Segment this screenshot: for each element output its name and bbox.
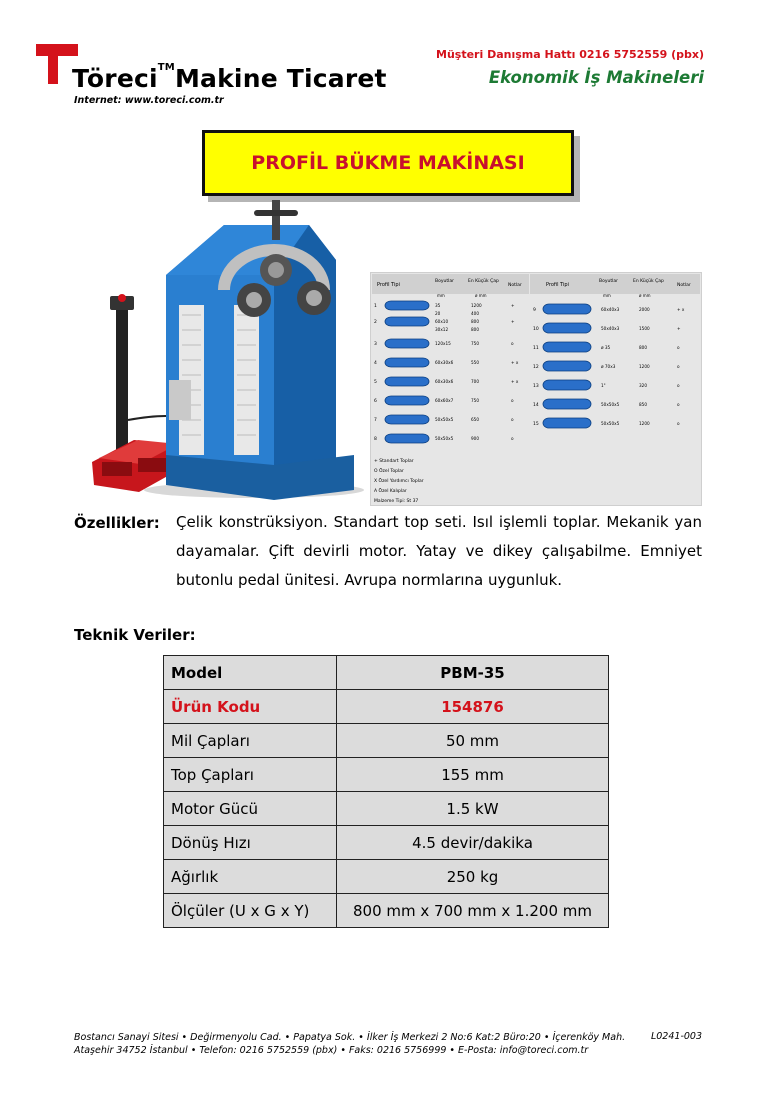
profile-right-row-no: 12 bbox=[533, 365, 539, 370]
profile-left-row-no: 2 bbox=[374, 320, 377, 325]
profile-right-row-note: o bbox=[677, 421, 680, 426]
profile-left-row-dia: 400 bbox=[471, 311, 479, 316]
profile-right-row-shape bbox=[543, 304, 591, 314]
profile-right-header-type: Profil Tipi bbox=[546, 282, 569, 288]
spec-row-motor-power: Motor Gücü 1.5 kW bbox=[164, 792, 609, 826]
profile-unit-dia: ø mm bbox=[475, 293, 487, 298]
profile-left-header-dim: Boyutlar bbox=[435, 279, 454, 284]
profile-left-row-note: + bbox=[511, 303, 515, 308]
profile-right-row-no: 10 bbox=[533, 327, 539, 332]
profile-right-row-no: 9 bbox=[533, 308, 536, 313]
profile-right-row-shape bbox=[543, 342, 591, 352]
spec-table bbox=[163, 655, 609, 928]
profile-left-row-dim: 60x60x7 bbox=[435, 398, 454, 403]
profile-left-header-dia: En Küçük Çap bbox=[468, 279, 499, 284]
document-code: L0241-003 bbox=[650, 1031, 702, 1042]
profile-right-row-note: + x bbox=[677, 307, 685, 312]
profile-right-row-no: 13 bbox=[533, 384, 539, 389]
profile-left-row-shape bbox=[385, 396, 429, 405]
profile-left-row-dia: 800 bbox=[471, 319, 479, 324]
profile-right-row-shape bbox=[543, 361, 591, 371]
profile-right-row-note: o bbox=[677, 345, 680, 350]
profile-left-row-no: 7 bbox=[374, 418, 377, 423]
profile-left-row-dia: 750 bbox=[471, 398, 479, 403]
product-title-box bbox=[202, 130, 574, 196]
profile-left-row-note: o bbox=[511, 398, 514, 403]
profile-right-row-shape bbox=[543, 323, 591, 333]
profile-left-row-note: o bbox=[511, 436, 514, 441]
profile-left-row-note: o bbox=[511, 417, 514, 422]
website-link[interactable]: Internet: www.toreci.com.tr bbox=[74, 95, 224, 106]
profile-bending-machine-image bbox=[74, 200, 364, 500]
profile-left-row-dia: 650 bbox=[471, 417, 479, 422]
profile-left-header-type: Profil Tipi bbox=[377, 282, 400, 288]
spec-row-shaft-diameter: Mil Çapları 50 mm bbox=[164, 724, 609, 758]
profile-left-row-dia: 1200 bbox=[471, 303, 482, 308]
profile-left-row-dia: 550 bbox=[471, 360, 479, 365]
profile-left-header-notes: Notlar bbox=[508, 283, 522, 288]
customer-hotline: Müşteri Danışma Hattı 0216 5752559 (pbx) bbox=[436, 48, 704, 61]
profile-right-row-dia: 1500 bbox=[639, 326, 650, 331]
spec-row-dimensions: Ölçüler (U x G x Y) 800 mm x 700 mm x 1.200 mm bbox=[164, 894, 609, 928]
legend-aux: X Özel Yardımcı Toplar bbox=[374, 479, 424, 484]
profile-left-row-no: 6 bbox=[374, 399, 377, 404]
profile-left-row-no: 4 bbox=[374, 361, 377, 366]
profile-left-row-dim: 20 bbox=[435, 311, 441, 316]
profile-right-row-note: + bbox=[677, 326, 681, 331]
profile-left-row-note: + bbox=[511, 319, 515, 324]
profile-right-row-shape bbox=[543, 380, 591, 390]
footer-line-2: Ataşehir 34752 İstanbul • Telefon: 0216 5752559 (pbx) • Faks: 0216 5756999 • E-Posta: info@toreci.com.tr bbox=[74, 1045, 589, 1056]
legend-special: O Özel Toplar bbox=[374, 469, 404, 474]
profile-right-unit-mm: mm bbox=[603, 293, 611, 298]
footer-line-1: Bostancı Sanayi Sitesi • Değirmenyolu Cad. • Papatya Sok. • İlker İş Merkezi 2 No:6 Kat:2 Büro:20 • İçerenköy Mah. bbox=[74, 1032, 626, 1043]
profile-right-row-dim: 50x40x3 bbox=[601, 326, 620, 331]
company-slogan: Ekonomik İş Makineleri bbox=[488, 68, 704, 87]
profile-left-row-dim: 50x50x5 bbox=[435, 417, 454, 422]
profile-right-row-note: o bbox=[677, 402, 680, 407]
profile-right-row-dia: 320 bbox=[639, 383, 647, 388]
profile-right-row-shape bbox=[543, 399, 591, 409]
profile-right-row-shape bbox=[543, 418, 591, 428]
profile-right-row-dim: 50x50x5 bbox=[601, 402, 620, 407]
profile-right-row-dia: 850 bbox=[639, 402, 647, 407]
profile-right-row-dia: 1200 bbox=[639, 421, 650, 426]
profile-left-row-dim: 60x30x6 bbox=[435, 379, 454, 384]
profile-right-unit-dia: ø mm bbox=[639, 293, 651, 298]
profile-right-row-dim: ø 35 bbox=[601, 345, 611, 350]
profile-unit-mm: mm bbox=[437, 293, 445, 298]
profile-right-row-dim: 50x50x5 bbox=[601, 421, 620, 426]
profile-left-row-shape bbox=[385, 358, 429, 367]
profile-left-row-dia: 750 bbox=[471, 341, 479, 346]
profile-right-row-dim: ø 70x3 bbox=[601, 364, 616, 369]
footer-address bbox=[74, 1031, 706, 1057]
profile-right-row-no: 15 bbox=[533, 422, 539, 427]
profile-left-row-dim: 60x30x6 bbox=[435, 360, 454, 365]
spec-row-model: Model PBM-35 bbox=[164, 656, 609, 690]
profile-left-row-dim: 60x10 bbox=[435, 319, 449, 324]
profile-left-row-no: 1 bbox=[374, 304, 377, 309]
profile-left-row-note: + x bbox=[511, 360, 519, 365]
profile-types-table-image bbox=[370, 272, 702, 506]
profile-left-row-shape bbox=[385, 434, 429, 443]
profile-right-row-dia: 2000 bbox=[639, 307, 650, 312]
profile-left-row-shape bbox=[385, 317, 429, 326]
profile-right-row-no: 14 bbox=[533, 403, 539, 408]
profile-left-row-shape bbox=[385, 377, 429, 386]
profile-right-row-dim: 1" bbox=[601, 383, 606, 388]
profile-right-row-note: o bbox=[677, 364, 680, 369]
profile-left-row-dia: 800 bbox=[471, 327, 479, 332]
profile-left-row-dia: 700 bbox=[471, 379, 479, 384]
profile-right-header-dim: Boyutlar bbox=[599, 279, 618, 284]
profile-left-row-shape bbox=[385, 339, 429, 348]
spec-row-rotation-speed: Dönüş Hızı 4.5 devir/dakika bbox=[164, 826, 609, 860]
spec-row-roll-diameter: Top Çapları 155 mm bbox=[164, 758, 609, 792]
profile-right-row-dim: 60x40x3 bbox=[601, 307, 620, 312]
spec-row-product-code: Ürün Kodu 154876 bbox=[164, 690, 609, 724]
profile-left-row-dim: 120x15 bbox=[435, 341, 451, 346]
profile-right-row-dia: 800 bbox=[639, 345, 647, 350]
profile-left-row-dim: 35 bbox=[435, 303, 441, 308]
legend-molds: A Özel Kalıplar bbox=[374, 489, 407, 494]
profile-right-row-note: o bbox=[677, 383, 680, 388]
technical-data-heading: Teknik Veriler: bbox=[74, 626, 196, 644]
material-type: Malzeme Tipi: St 37 bbox=[374, 499, 419, 504]
profile-left-row-note: o bbox=[511, 341, 514, 346]
profile-left-row-no: 5 bbox=[374, 380, 377, 385]
profile-right-header-dia: En Küçük Çap bbox=[633, 279, 664, 284]
features-label: Özellikler: bbox=[74, 514, 160, 532]
product-title: PROFİL BÜKME MAKİNASI bbox=[251, 152, 525, 174]
profile-left-row-shape bbox=[385, 301, 429, 310]
profile-left-row-dia: 900 bbox=[471, 436, 479, 441]
profile-left-row-note: + x bbox=[511, 379, 519, 384]
features-text: Çelik konstrüksiyon. Standart top seti. Isıl işlemli toplar. Mekanik yan dayamalar. Çift devirli motor. Yatay ve dikey çalışabilme. Emniyet butonlu pedal ünitesi. Avrupa normlarına uygunluk. bbox=[176, 513, 702, 589]
profile-left-row-no: 3 bbox=[374, 342, 377, 347]
brand-name: Töreci™Makine Ticaret bbox=[72, 62, 387, 93]
legend-standard: + Standart Toplar bbox=[374, 459, 414, 464]
spec-row-weight: Ağırlık 250 kg bbox=[164, 860, 609, 894]
profile-left-row-dim: 30x12 bbox=[435, 327, 449, 332]
profile-left-row-shape bbox=[385, 415, 429, 424]
profile-right-header-notes: Notlar bbox=[677, 283, 691, 288]
profile-left-row-no: 8 bbox=[374, 437, 377, 442]
profile-right-row-dia: 1200 bbox=[639, 364, 650, 369]
profile-left-row-dim: 50x50x5 bbox=[435, 436, 454, 441]
profile-right-row-no: 11 bbox=[533, 346, 539, 351]
